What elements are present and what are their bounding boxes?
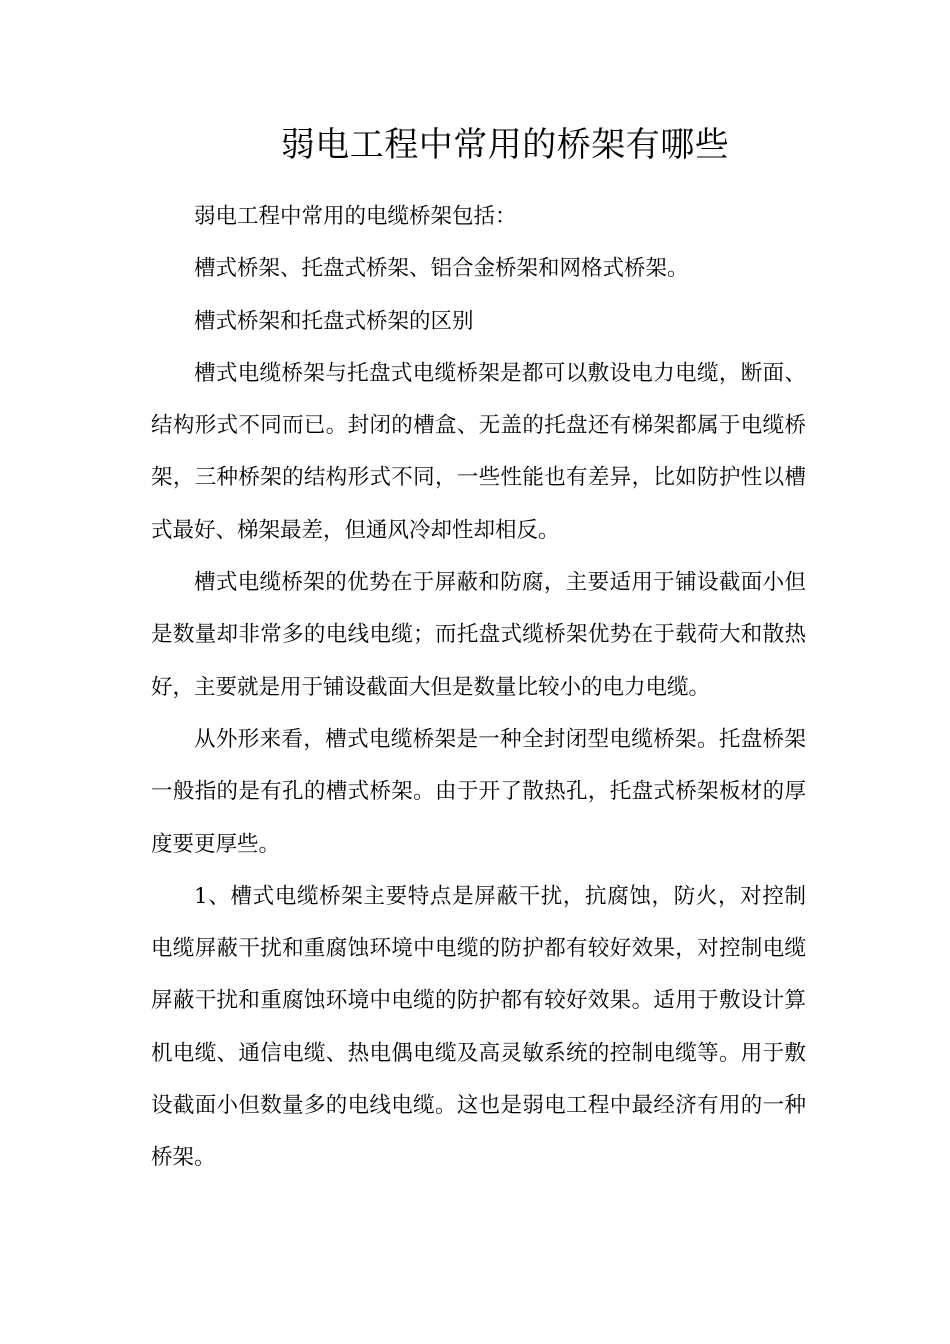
paragraph-advantages: 槽式电缆桥架的优势在于屏蔽和防腐，主要适用于铺设截面小但是数量却非常多的电线电缆；而托盘式缆桥架优势在于载荷大和散热好，主要就是用于铺设截面大但是数量比较小的电力电缆。 <box>151 570 806 700</box>
paragraph-difference-heading: 槽式桥架和托盘式桥架的区别 <box>194 308 474 334</box>
document-title: 弱电工程中常用的桥架有哪些 <box>280 125 730 165</box>
paragraph-intro: 弱电工程中常用的电缆桥架包括： <box>194 204 517 229</box>
paragraph-trough-features: 1、槽式电缆桥架主要特点是屏蔽干扰，抗腐蚀，防火，对控制电缆屏蔽干扰和重腐蚀环境中电缆的防护都有较好效果，对控制电缆屏蔽干扰和重腐蚀环境中电缆的防护都有较好效果。适用于敷设计算机电缆、通信电缆、热电偶电缆及高灵敏系统的控制电缆等。用于敷设截面小但数量多的电线电缆。这也是弱电工程中最经济有用的一种桥架。 <box>151 883 806 1171</box>
paragraph-types-list: 槽式桥架、托盘式桥架、铝合金桥架和网格式桥架。 <box>194 256 689 282</box>
paragraph-difference-detail: 槽式电缆桥架与托盘式电缆桥架是都可以敷设电力电缆，断面、结构形式不同而已。封闭的槽盒、无盖的托盘还有梯架都属于电缆桥架，三种桥架的结构形式不同，一些性能也有差异，比如防护性以槽式最好、梯架最差，但通风冷却性却相反。 <box>151 360 806 543</box>
paragraph-appearance: 从外形来看，槽式电缆桥架是一种全封闭型电缆桥架。托盘桥架一般指的是有孔的槽式桥架。由于开了散热孔，托盘式桥架板材的厚度要更厚些。 <box>151 726 806 857</box>
document-body <box>151 191 806 1185</box>
